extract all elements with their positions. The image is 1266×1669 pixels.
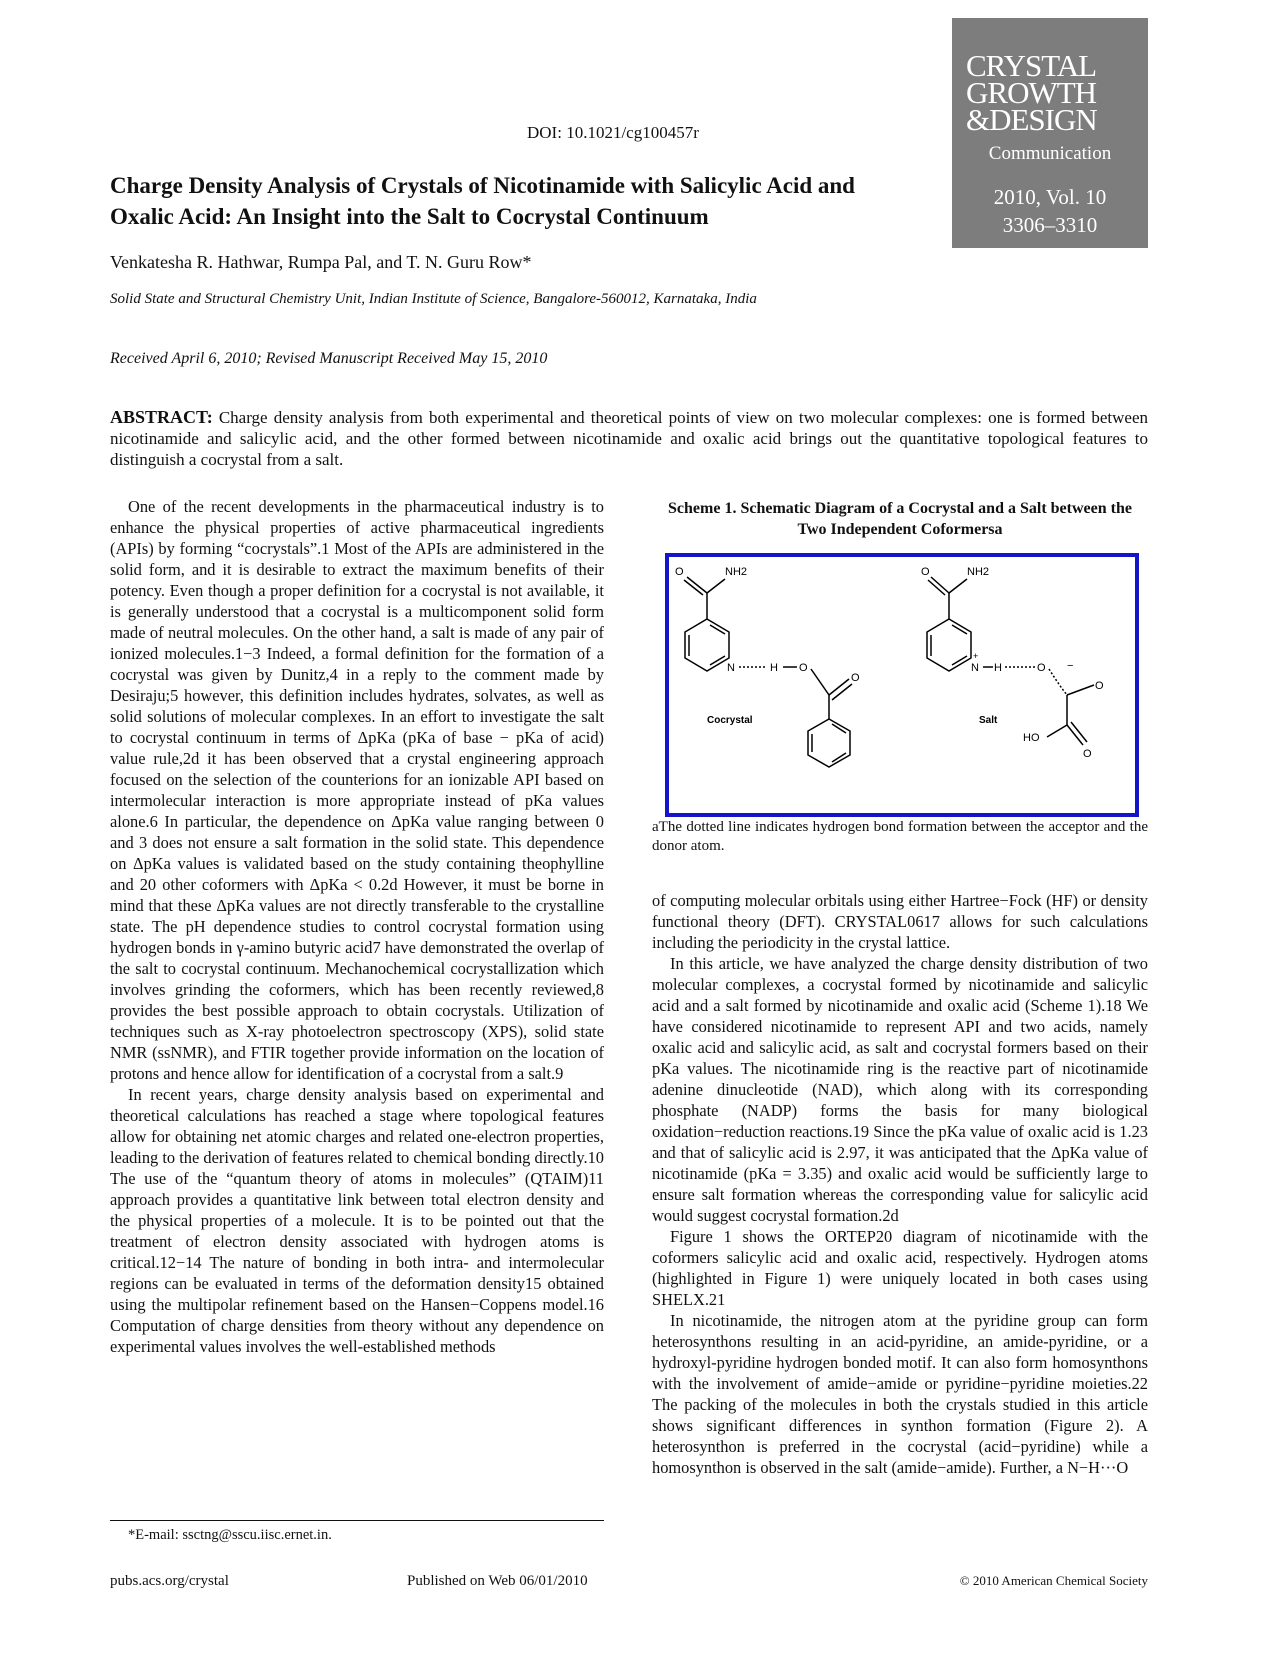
atom-label-o: O xyxy=(851,672,860,684)
authors: Venkatesha R. Hathwar, Rumpa Pal, and T. N. Guru Row* xyxy=(110,252,532,272)
atom-label-n: N xyxy=(727,662,735,674)
left-column xyxy=(110,496,604,1357)
charge-plus: + xyxy=(973,651,979,661)
atom-label-o: O xyxy=(799,662,808,674)
doi: DOI: 10.1021/cg100457r xyxy=(527,123,699,142)
salt-label: Salt xyxy=(979,715,998,726)
paragraph: of computing molecular orbitals using either Hartree−Fock (HF) or density functional theory (DFT). CRYSTAL0617 allows for such calculations including the periodicity in the crystal lattice. xyxy=(652,891,1148,952)
paper-title: Charge Density Analysis of Crystals of Nicotinamide with Salicylic Acid and Oxalic Acid: An Insight into the Salt to Cocrystal Continuum xyxy=(110,173,855,229)
cocrystal-label: Cocrystal xyxy=(707,715,753,726)
atom-label-o: O xyxy=(921,566,930,578)
scheme-svg xyxy=(669,557,1135,813)
atom-label-h: H xyxy=(994,662,1002,674)
atom-label-o: O xyxy=(1095,680,1104,692)
atom-label-o: O xyxy=(1083,748,1092,760)
abstract-text: Charge density analysis from both experimental and theoretical points of view on two molecular complexes: one is formed between nicotinamide and salicylic acid, and the other formed between nicotinamide and oxalic acid brings out the quantitative topological features to distinguish a cocrystal from a salt. xyxy=(110,408,1149,469)
atom-label-o: O xyxy=(1037,662,1046,674)
paragraph: In recent years, charge density analysis based on experimental and theoretical calculations has reached a stage where topological features allow for obtaining net atomic charges and related one-electron properties, leading to the derivation of features related to chemical bonding directly.10 The use of the “quantum theory of atoms in molecules” (QTAIM)11 approach provides a quantitative link between total electron density and the physical properties of a molecule. It is to be pointed out that the treatment of electron density associated with hydrogen atoms is critical.12−14 The nature of bonding in both intra- and intermolecular regions can be evaluated in terms of the deformation density15 obtained using the multipolar refinement based on the Hansen−Coppens model.16 Computation of charge densities from theory without any dependence on experimental values involves the well-established methods xyxy=(110,1085,604,1356)
received-dates: Received April 6, 2010; Revised Manuscript Received May 15, 2010 xyxy=(110,350,548,367)
cocrystal-nicotinamide xyxy=(684,577,852,719)
corresponding-email: *E-mail: ssctng@sscu.iisc.ernet.in. xyxy=(128,1527,332,1543)
abstract xyxy=(110,407,1148,470)
atom-label-o: O xyxy=(675,566,684,578)
atom-label-nh2: NH2 xyxy=(725,566,748,578)
charge-minus: − xyxy=(1067,660,1074,672)
atom-label-ho: HO xyxy=(1023,732,1040,744)
paragraph: Figure 1 shows the ORTEP20 diagram of nicotinamide with the coformers salicylic acid and oxalic acid, respectively. Hydrogen atoms (highlighted in Figure 1) were uniquely located in both cases using SHELX.21 xyxy=(652,1227,1148,1309)
abstract-label: ABSTRACT: xyxy=(110,407,213,427)
paragraph: In nicotinamide, the nitrogen atom at the pyridine group can form heterosynthons resulting in an acid-pyridine, an amide-pyridine, or a hydroxyl-pyridine hydrogen bonded motif. It can also form homosynthons with the involvement of amide−amide or pyridine−pyridine moieties.22 The packing of the molecules in both the crystals studied in this article shows significant differences in synthon formation (Figure 2). A heterosynthon is preferred in the cocrystal (acid−pyridine) while a homosynthon is observed in the salt (amide−amide). Further, a N−H···O xyxy=(652,1311,1148,1477)
atom-label-h: H xyxy=(770,662,778,674)
scheme-caption: Scheme 1. Schematic Diagram of a Cocrystal and a Salt between the Two Independent Coformersa xyxy=(668,500,1132,538)
footer-published: Published on Web 06/01/2010 xyxy=(407,1573,588,1589)
journal-logo-box xyxy=(952,18,1148,248)
atom-label-nh2: NH2 xyxy=(967,566,990,578)
paragraph: One of the recent developments in the pharmaceutical industry is to enhance the physical properties of active pharmaceutical ingredients (APIs) by forming “cocrystals”.1 Most of the APIs are administered in the solid form, and it is desirable to extract the maximum benefits of their potency. Even though a proper definition for a cocrystal is not available, it is generally understood that a cocrystal is a multicomponent solid form made of neutral molecules. On the other hand, a salt is made of any pair of ionized molecules.1−3 Indeed, a formal definition for the formation of a cocrystal was given by Dunitz,4 in a reply to the comment made by Desiraju;5 however, this definition includes hydrates, solvates, as well as solid solutions of molecular complexes. In an effort to investigate the salt to cocrystal continuum in terms of ΔpKa (pKa of base − pKa of acid) value rule,2d it has been observed that a crystal engineering approach focused on the selection of the counterions for an ionizable API based on intermolecular interaction is more appropriate instead of pKa values alone.6 In particular, the dependence on ΔpKa value ranging between 0 and 3 does not ensure a salt formation in the solid state. This dependence on ΔpKa values is validated based on the study containing theophylline and 20 other coformers with ΔpKa < 0.2d However, it must be borne in mind that these ΔpKa values are not directly transferable to the crystalline state. The pH dependence studies to control cocrystal formation using hydrogen bonds in γ-amino butyric acid7 have demonstrated the overlap of the salt to cocrystal continuum. Mechanochemical cocrystallization which involves grinding the coformers, which has been recently reviewed,8 provides the best possible approach to obtain cocrystals. Utilization of techniques such as X-ray photoelectron spectroscopy (XPS), solid state NMR (ssNMR), and FTIR together provide information on the location of protons and hence allow for identification of a cocrystal from a salt.9 xyxy=(110,497,604,1083)
atom-label-n: N xyxy=(971,662,979,674)
footer-copyright: © 2010 American Chemical Society xyxy=(959,1573,1148,1588)
article-type: Communication xyxy=(988,143,1112,164)
journal-volume: 2010, Vol. 10 3306–3310 xyxy=(993,185,1107,237)
footnote-divider xyxy=(110,1520,604,1521)
benzoic-ring xyxy=(808,719,850,767)
scheme-diagram xyxy=(665,553,1139,817)
footer-url: pubs.acs.org/crystal xyxy=(110,1573,229,1589)
paragraph: In this article, we have analyzed the charge density distribution of two molecular complexes, a cocrystal formed by nicotinamide and salicylic acid and a salt formed by nicotinamide and oxalic acid (Scheme 1).18 We have considered nicotinamide to represent API and two acids, namely oxalic acid and salicylic acid, as salt and cocrystal formers based on their pKa values. The nicotinamide ring is the reactive part of nicotinamide adenine dinucleotide (NAD), which along with its corresponding phosphate (NADP) forms the basis for many biological oxidation−reduction reactions.19 Since the pKa value of oxalic acid is 1.23 and that of salicylic acid is 2.97, it was anticipated that the ΔpKa value of nicotinamide (pKa = 3.35) and oxalic acid would be sufficiently large to ensure salt formation whereas the corresponding value for salicylic acid would suggest cocrystal formation.2d xyxy=(652,954,1148,1225)
affiliation: Solid State and Structural Chemistry Unit, Indian Institute of Science, Bangalore-560012, Karnataka, India xyxy=(110,291,757,307)
journal-name: CRYSTAL GROWTH &DESIGN xyxy=(966,48,1097,137)
scheme-footnote: aThe dotted line indicates hydrogen bond formation between the acceptor and the donor atom. xyxy=(652,819,1148,854)
right-column xyxy=(652,890,1148,1478)
